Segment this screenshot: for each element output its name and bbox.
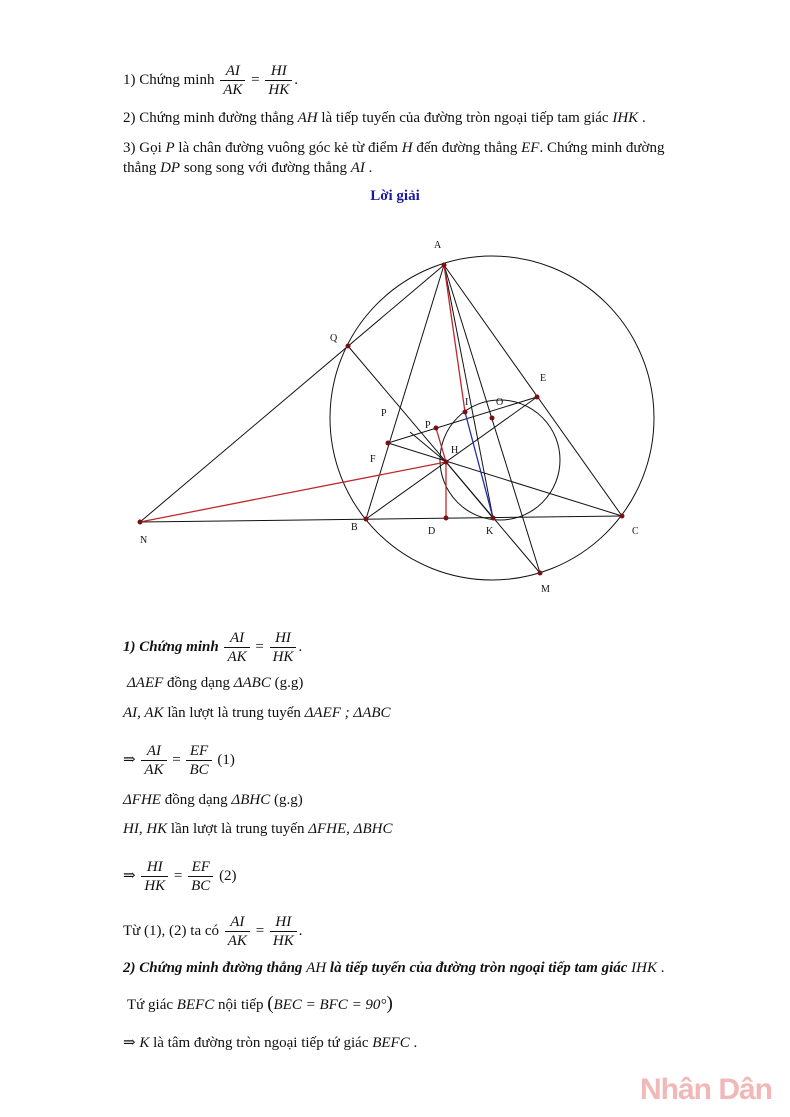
problem-3: 3) Gọi P là chân đường vuông góc kẻ từ điểm H đến đường thẳng EF. Chứng minh đường (123, 140, 665, 156)
label-N: N (140, 535, 148, 546)
label-E: E (540, 373, 547, 384)
solution-1-line-1: ΔAEF đồng dạng ΔABC (g.g) (127, 675, 304, 691)
label-P2: P (425, 420, 431, 431)
line-ik (465, 412, 493, 518)
label-A: A (434, 240, 442, 251)
fraction-ai-ak: $\frac{AI}{AK}$ (220, 62, 245, 99)
solution-2-line-1: Tứ giác BEFC nội tiếp (BEC = BFC = 90°) (127, 993, 393, 1014)
solution-1-line-3: ⇒ $\frac{AI}{AK}$ = $\frac{EF}{BC}$ (1) (123, 743, 235, 778)
problem-3-cont: thẳng DP song song với đường thẳng AI . (123, 160, 373, 176)
solution-1-line-6: ⇒ $\frac{HI}{HK}$ = $\frac{EF}{BC}$ (2) (123, 859, 237, 894)
label-K: K (486, 526, 494, 537)
solution-1-line-4: ΔFHE đồng dạng ΔBHC (g.g) (123, 792, 303, 808)
solution-1-line-2: AI, AK lần lượt là trung tuyến ΔAEF ; ΔABC (123, 705, 391, 721)
problem-1: 1) Chứng minh $\frac{AI}{AK}$ = $\frac{HI}{HK}$ . (123, 63, 298, 98)
label-C: C (632, 526, 639, 537)
watermark-logo: Nhân Dân (639, 1073, 772, 1106)
label-P1: P (381, 408, 387, 419)
label-O: O (496, 397, 504, 408)
solution-2-line-2: ⇒ K là tâm đường tròn ngoại tiếp tứ giác BEFC . (123, 1035, 418, 1051)
label-I: I (465, 397, 469, 408)
solution-1-heading: 1) Chứng minh $\frac{AI}{AK}$ = $\frac{HI}{HK}$ . (123, 630, 303, 665)
solution-1-line-7: Từ (1), (2) ta có $\frac{AI}{AK}$ = $\frac{HI}{HK}$ . (123, 914, 303, 949)
fraction-hi-hk: $\frac{HI}{HK}$ (265, 62, 292, 99)
label-D: D (428, 526, 436, 537)
small-circle (440, 400, 560, 520)
solution-2-heading: 2) Chứng minh đường thẳng AH là tiếp tuyến của đường tròn ngoại tiếp tam giác IHK . (123, 960, 665, 976)
solution-1-line-5: HI, HK lần lượt là trung tuyến ΔFHE, ΔBHC (123, 821, 393, 837)
label-Q: Q (330, 333, 338, 344)
problem-2: 2) Chứng minh đường thẳng AH là tiếp tuyến của đường tròn ngoại tiếp tam giác IHK . (123, 110, 646, 126)
label-B: B (351, 522, 358, 533)
label-H: H (451, 445, 459, 456)
label-M: M (541, 584, 550, 595)
solution-title: Lời giải (370, 188, 420, 204)
label-F: F (370, 454, 376, 465)
